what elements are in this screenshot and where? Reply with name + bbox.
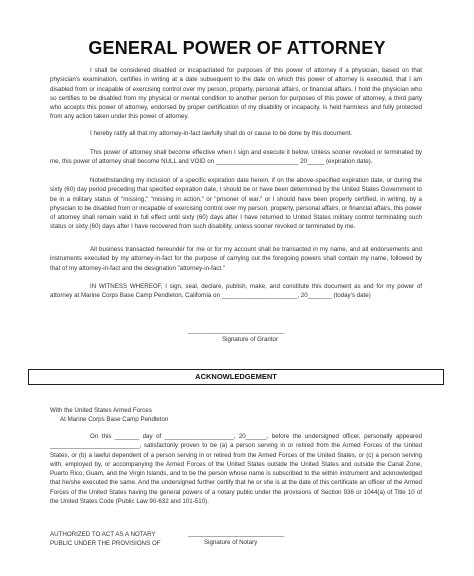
paragraph-business: All business transacted hereunder for me or for my account shall be transacted in my name, and all endorsements and instruments executed by my attorney-in-fact for the purpose of carrying out the foregoing powers shall contain my name, followed by that of my attorney-in-fact and the designation "attorney-in-fact." bbox=[50, 246, 422, 272]
ack-line-forces: With the United States Armed Forces bbox=[50, 407, 152, 414]
paragraph-witness: IN WITNESS WHEREOF, I sign, seal, declare, publish, make, and constitute this document as and for my power of attorney at Marine Corps Base Camp Pendleton, California on ______________________, 20_______ (today's date) bbox=[50, 283, 422, 300]
body-section bbox=[50, 129, 422, 138]
notary-signature-line: ____________________________ bbox=[188, 530, 285, 537]
page-title: GENERAL POWER OF ATTORNEY bbox=[88, 38, 386, 58]
ack-line-base: At Marine Corps Base Camp Pendleton bbox=[60, 416, 169, 423]
paragraph-acknowledgement: On this _______ day of ____________________, 20______, before the undersigned officer, personally appeared __________________________, satisfactorily proven to be (a) a person serving in or retired from the Armed Forces of the United States, or (b) a lawful dependent of a person serving in or retired from the Armed Forces of the United States, or (c) a person serving with, employed by, or accompanying the Armed Forces of the United States outside the United States and outside the Canal Zone, Puerto Rico, Guam, and the Virgin Islands, and to be the person whose name is subscribed to the within instrument and acknowledged that he/she executed the same. And the undersigned further certify that he or she is at the date of this certificate an officer of the Armed Forces of the United States having the general powers of a notary public under the provisions of Section 936 or 1044(a) of Title 10 of the United States Code (Public Law 90-632 and 101-510). bbox=[50, 433, 422, 506]
body-section bbox=[50, 176, 422, 232]
grantor-signature-line: ____________________________ bbox=[188, 327, 285, 334]
paragraph-ratify: I hereby ratify all that my attorney-in-fact lawfully shall do or cause to be done by this document. bbox=[90, 130, 353, 137]
grantor-signature-label: Signature of Grantor bbox=[222, 336, 279, 343]
body-section bbox=[50, 245, 422, 273]
notary-signature-label: Signature of Notary bbox=[204, 539, 258, 546]
paragraph-effective: This power of attorney shall become effective when I sign and execute it below. Unless sooner revoked or terminated by me, this power of attorney shall become NULL and VOID on ________________________ 20_____ (expiration date). bbox=[50, 149, 422, 166]
body-section bbox=[50, 148, 422, 167]
body-section bbox=[50, 66, 422, 122]
ack-section bbox=[50, 432, 422, 506]
paragraph-notwithstanding: Notwithstanding my inclusion of a specific expiration date herein, if on the above-specified expiration date, or during the sixty (60) day period preceding that specified expiration date, I should be or have been determined by the United States Government to be in a military status of "missing," "missing in action," or "prisoner of war," or I should have been properly certified, in writing, by a physician to be disabled from or incapable of exercising control over my person, property, personal affairs, or financial affairs, this power of attorney shall remain valid in full effect until sixty (60) days after I have returned to United States military control terminating such status or sixty (60) days after I have recovered from such disability, unless sooner revoked or terminated by me. bbox=[50, 177, 422, 231]
body-section bbox=[50, 282, 422, 301]
notary-authority-line2: PUBLIC UNDER THE PROVISIONS OF bbox=[50, 540, 161, 547]
notary-authority-line1: AUTHORIZED TO ACT AS A NOTARY bbox=[50, 531, 156, 538]
acknowledgement-heading: ACKNOWLEDGEMENT bbox=[28, 369, 444, 385]
paragraph-disability: I shall be considered disabled or incapacitated for purposes of this power of attorney if a physician, based on that physician's examination, certifies in writing at a date subsequent to the date on which this power of attorney is executed, that I am disabled from or incapable of exercising control over my person, property, personal affairs, or financial affairs. I hold the physician who so certifies to be disabled from my physical or mental condition to another person for purposes of this power of attorney, a third party who accepts this power of attorney, endorsed by proper certification of my disability or incapacity, is held harmless and fully protected from any action taken under this power of attorney. bbox=[50, 67, 422, 121]
